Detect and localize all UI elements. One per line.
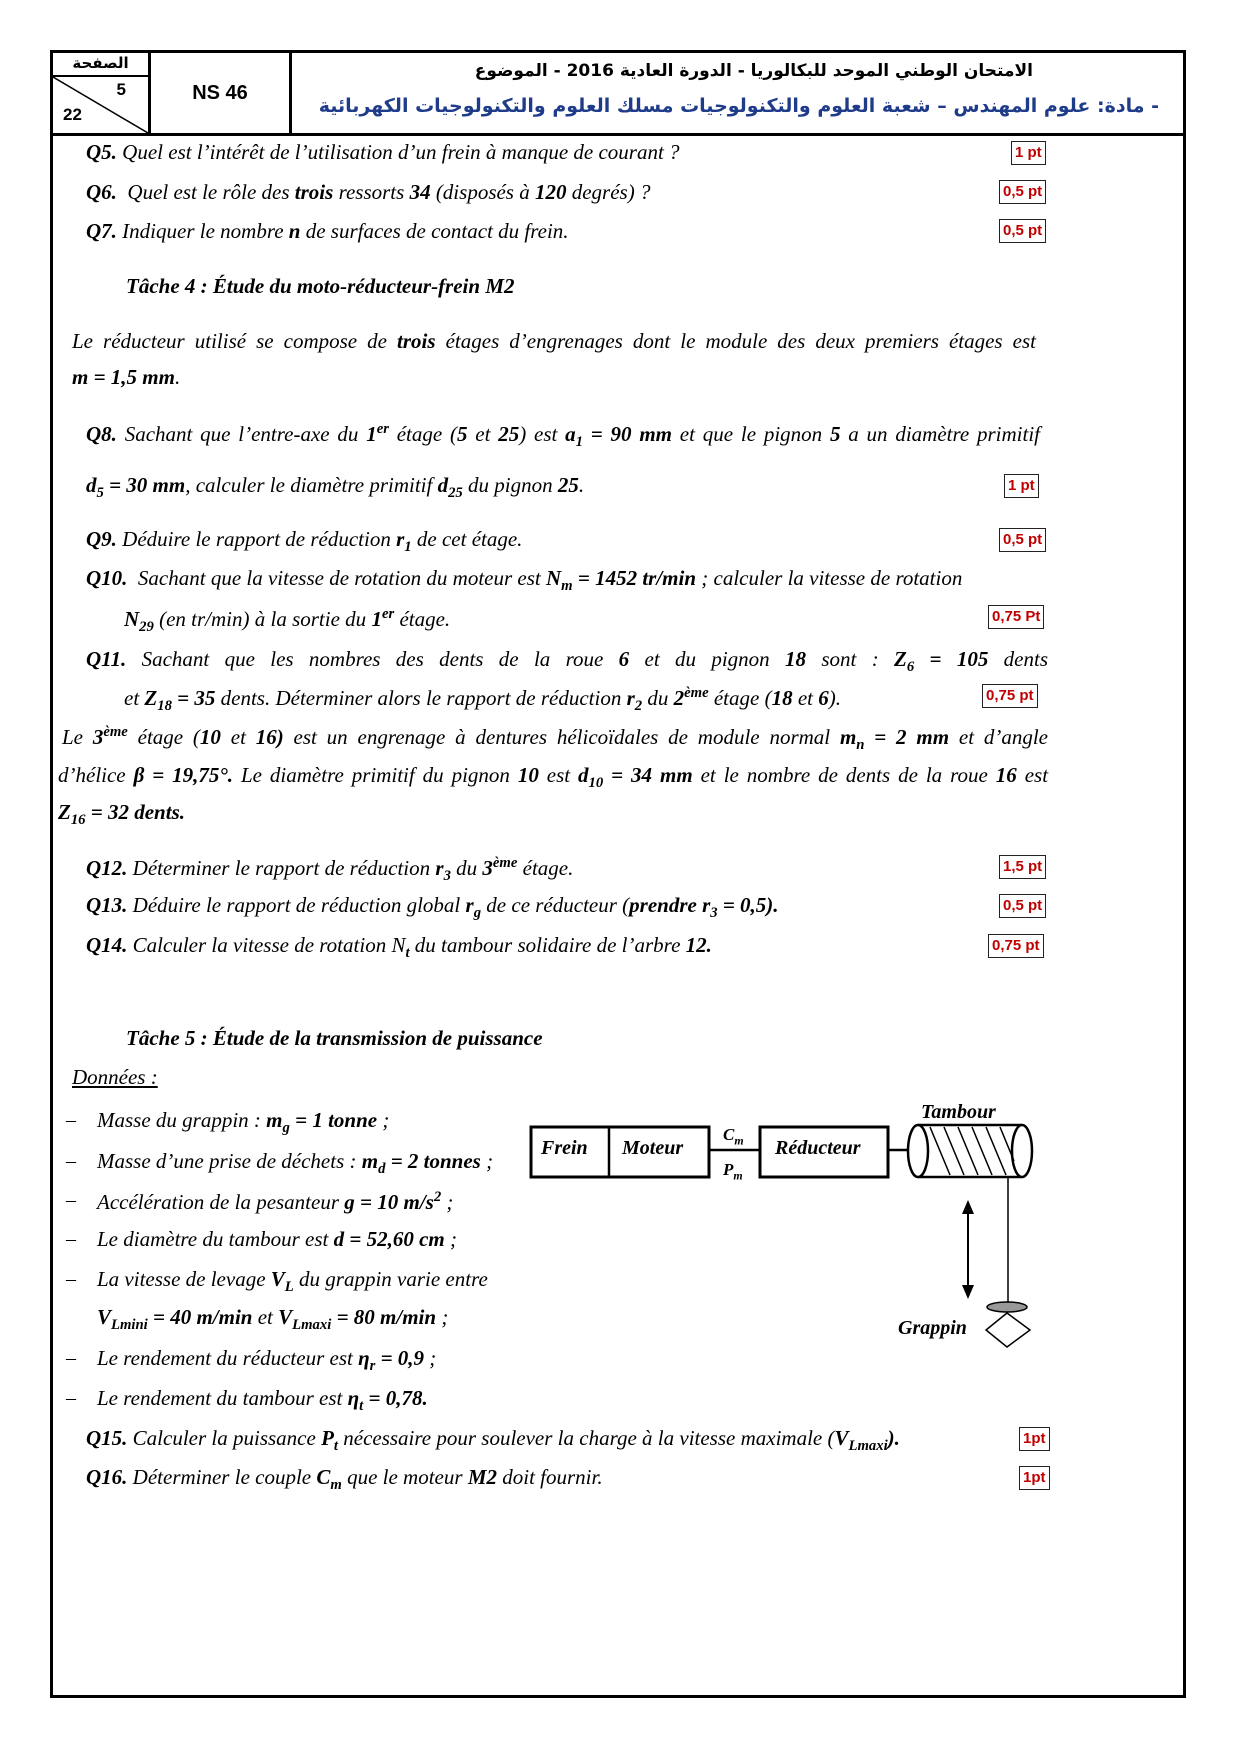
- points-q10: 0,75 Pt: [988, 605, 1044, 629]
- points-q11: 0,75 pt: [982, 684, 1038, 708]
- bullet: –: [66, 1189, 76, 1211]
- bullet: –: [66, 1150, 76, 1172]
- question-q13: Q13. Déduire le rapport de réduction global $r_g$ de ce réducteur (prendre $r_3 = 0,5$).: [86, 893, 779, 922]
- points-q13: 0,5 pt: [999, 894, 1046, 918]
- exam-title-line2: - مادة: علوم المهندس – شعبة العلوم والتكنولوجيات مسلك العلوم والتكنولوجيات الكهربائية: [318, 95, 1159, 117]
- points-q16: 1pt: [1019, 1466, 1050, 1490]
- question-q8-line1: Q8. Sachant que l’entre-axe du 1er étage (5 et 25) est $a_1 = 90$ mm et que le pignon 5 a un diamètre primitif: [86, 421, 1040, 451]
- question-q7: Q7. Indiquer le nombre n de surfaces de contact du frein.: [86, 219, 569, 243]
- total-pages: 22: [63, 105, 82, 124]
- data-masse-grappin: Masse du grappin : $m_g = 1$ tonne ;: [97, 1108, 390, 1137]
- stage3-text-line3: $Z_{16} = 32$ dents.: [58, 800, 185, 829]
- question-q11-line1: Q11. Sachant que les nombres des dents de la roue 6 et du pignon 18 sont : $Z_6 = 105$ dents: [86, 647, 1049, 676]
- points-q9: 0,5 pt: [999, 528, 1046, 552]
- bullet: –: [66, 1228, 76, 1250]
- label-pm: $P_m$: [723, 1160, 743, 1183]
- exam-title: [292, 53, 1183, 133]
- bullet: –: [66, 1387, 76, 1409]
- exam-code: NS 46: [151, 53, 292, 133]
- label-tambour: Tambour: [921, 1101, 996, 1123]
- points-q5: 1 pt: [1011, 141, 1046, 165]
- label-frein: Frein: [541, 1137, 588, 1159]
- bullet: –: [66, 1268, 76, 1290]
- points-q8: 1 pt: [1004, 474, 1039, 498]
- data-diametre-tambour: Le diamètre du tambour est d = 52,60 cm ;: [97, 1227, 457, 1251]
- data-rendement-reducteur: Le rendement du réducteur est $\eta_r = 0,9$ ;: [97, 1346, 437, 1375]
- question-q15: Q15. Calculer la puissance $P_t$ nécessaire pour soulever la charge à la vitesse maximale $(V_{Lmaxi})$.: [86, 1426, 900, 1455]
- question-q14: Q14. Calculer la vitesse de rotation $N_t$ du tambour solidaire de l’arbre 12.: [86, 933, 712, 962]
- label-moteur: Moteur: [622, 1137, 684, 1159]
- donnees-title: Données :: [72, 1065, 158, 1089]
- task5-title: Tâche 5 : Étude de la transmission de puissance: [126, 1026, 543, 1050]
- page-label: الصفحة: [53, 53, 148, 77]
- data-masse-dechets: Masse d’une prise de déchets : $m_d = 2$ tonnes ;: [97, 1149, 494, 1178]
- question-q10-line1: Q10. Sachant que la vitesse de rotation du moteur est $N_m = 1452$ tr/min ; calculer la vitesse de rotation: [86, 566, 963, 595]
- points-q6: 0,5 pt: [999, 180, 1046, 204]
- exam-header: [53, 53, 1183, 136]
- label-cm: $C_m$: [723, 1125, 744, 1148]
- bullet: –: [66, 1109, 76, 1131]
- data-vitesse-levage-line2: $V_{Lmini} = 40$ m/min et $V_{Lmaxi} = 80$ m/min ;: [97, 1305, 449, 1334]
- question-q8-line2: $d_5 = 30$ mm, calculer le diamètre primitif $d_{25}$ du pignon 25.: [86, 473, 585, 502]
- question-q11-line2: et $Z_{18} = 35$ dents. Déterminer alors le rapport de réduction $r_2$ du 2ème étage (18 et 6).: [124, 685, 841, 715]
- question-q9: Q9. Déduire le rapport de réduction $r_1$ de cet étage.: [86, 527, 523, 556]
- points-q15: 1pt: [1019, 1427, 1050, 1451]
- question-q5: Q5. Quel est l’intérêt de l’utilisation d’un frein à manque de courant ?: [86, 140, 680, 164]
- task4-intro-line1: Le réducteur utilisé se compose de trois étages d’engrenages dont le module des deux premiers étages est: [72, 329, 1036, 353]
- page-counter: [53, 53, 151, 133]
- question-q12: Q12. Déterminer le rapport de réduction $r_3$ du 3ème étage.: [86, 855, 574, 885]
- task4-title: Tâche 4 : Étude du moto-réducteur-frein M2: [126, 274, 515, 298]
- stage3-text-line1: Le 3ème étage (10 et 16) est un engrenage à dentures hélicoïdales de module normal $m_n = 2$ mm et d’angle: [62, 724, 1049, 754]
- data-pesanteur: Accélération de la pesanteur g = 10 $m/s^2$ ;: [97, 1189, 454, 1214]
- data-vitesse-levage-line1: La vitesse de levage $V_L$ du grappin varie entre: [97, 1267, 488, 1296]
- points-q14: 0,75 pt: [988, 934, 1044, 958]
- question-q6: Q6. Quel est le rôle des trois ressorts 34 (disposés à 120 degrés) ?: [86, 180, 651, 204]
- page-number: 5: [116, 80, 126, 99]
- bullet: –: [66, 1347, 76, 1369]
- data-rendement-tambour: Le rendement du tambour est $\eta_t = 0,78$.: [97, 1386, 428, 1415]
- exam-title-line1: الامتحان الوطني الموحد للبكالوريا - الدورة العادية 2016 - الموضوع: [474, 61, 1033, 81]
- question-q10-line2: $N_{29}$ (en tr/min) à la sortie du 1er étage.: [124, 606, 451, 636]
- stage3-text-line2: d’hélice β = 19,75°. Le diamètre primitif du pignon 10 est $d_{10} = 34$ mm et le nombre de dents de la roue 16 est: [58, 763, 1049, 792]
- points-q7: 0,5 pt: [999, 219, 1046, 243]
- task4-intro-line2: m = 1,5 mm.: [72, 365, 181, 389]
- points-q12: 1,5 pt: [999, 855, 1046, 879]
- label-grappin: Grappin: [898, 1317, 967, 1339]
- label-reducteur: Réducteur: [775, 1137, 861, 1159]
- question-q16: Q16. Déterminer le couple $C_m$ que le moteur M2 doit fournir.: [86, 1465, 603, 1494]
